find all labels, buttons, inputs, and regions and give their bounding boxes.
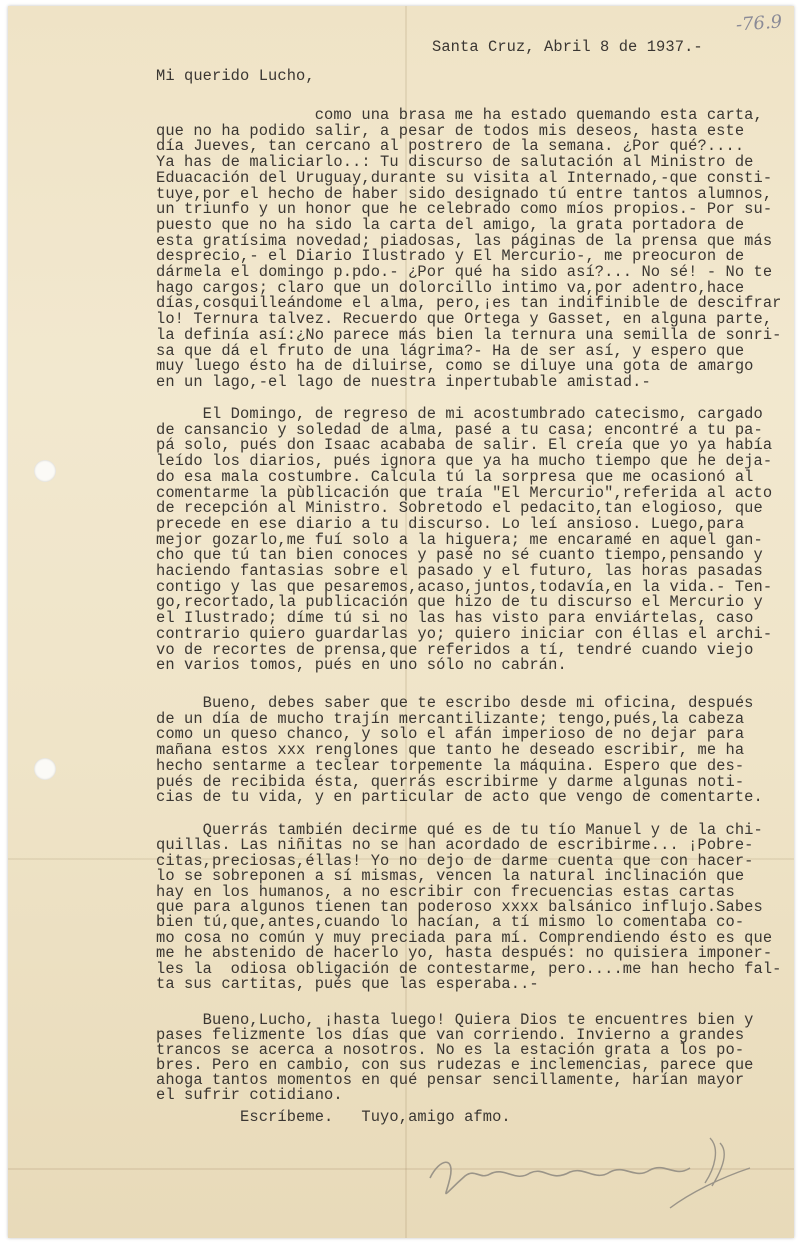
- text-line: cho que tú tan bien conoces y pasé no sé cuanto tiempo,pensando y: [156, 546, 763, 565]
- punch-hole: [34, 758, 56, 780]
- text-line: bien tú,que,antes,cuando lo hacían, a tí mismo lo comentaba co-: [156, 913, 745, 932]
- paragraph-5: [156, 1013, 754, 1103]
- date-line: [156, 40, 703, 56]
- text-line: en varios tomos, pués en uno sólo no cabrán.: [156, 656, 567, 675]
- text-line: ta sus cartitas, pués que las esperaba..-: [156, 975, 539, 994]
- text-line: pá solo, pués don Isaac acababa de salir. El creía que yo ya había: [156, 436, 773, 455]
- text-line: de cansancio y soledad de alma, pasé a tu casa; encontré a tu pa-: [156, 420, 763, 439]
- text-line: do esa mala costumbre. Calcula tú la sorpresa que me ocasionó al: [156, 467, 754, 486]
- text-line: la definía así:¿No parece más bien la ternura una semilla de sonri-: [156, 325, 782, 344]
- text-line: ahoga tantos momentos en qué pensar sencillamente, harían mayor: [156, 1071, 745, 1089]
- date-text: Santa Cruz, Abril 8 de 1937.-: [432, 38, 703, 56]
- paragraph-2: [156, 407, 772, 674]
- text-line: hago cargos; claro que un dolorcillo intimo va,por adentro,hace: [156, 278, 745, 297]
- signature-image: [420, 1128, 760, 1218]
- text-line: días,cosquilleándome el alma, pero,¡es tan indifinible de descifrar: [156, 294, 782, 313]
- text-line: sa que dá el fruto de una lágrima?- Ha de ser así, y espero que: [156, 341, 745, 360]
- reference-mark: -76.9: [735, 11, 783, 36]
- paragraph-1: [156, 108, 782, 391]
- text-line: trancos se acerca a nosotros. No es la estación grata a los po-: [156, 1041, 745, 1059]
- text-line: pases felizmente los días que van corriendo. Invierno a grandes: [156, 1026, 745, 1044]
- text-line: esta gratísima novedad; piadosas, las páginas de la prensa que más: [156, 231, 773, 250]
- text-line: mejor gozarlo,me fuí solo a la higuera; me encaramé en aquel gan-: [156, 530, 763, 549]
- text-line: Ya has de maliciarlo..: Tu discurso de salutación al Ministro de: [156, 153, 754, 172]
- text-line: como una brasa me ha estado quemando esta carta,: [156, 106, 763, 124]
- text-line: leído los diarios, pués ignora que ya ha mucho tiempo que he deja-: [156, 452, 773, 471]
- text-line: hay en los humanos, a no escribir con frecuencias estas cartas: [156, 882, 735, 901]
- text-line: puesto que no ha sido la carta del amigo, la grata portadora de: [156, 215, 745, 234]
- paragraph-4: [156, 823, 782, 992]
- text-line: citas,preciosas,éllas! Yo no dejo de darme cuenta que con hacer-: [156, 851, 754, 870]
- text-line: les la odiosa obligación de contestarme, pero....me han hecho fal-: [156, 959, 782, 978]
- text-line: haciendo fantasias sobre el pasado y el futuro, las horas pasadas: [156, 562, 763, 581]
- text-line: quillas. Las niñitas no se han acordado de escribirme... ¡Pobre-: [156, 836, 754, 855]
- text-line: vo de recortes de prensa,que referidos a tí, tendré cuando viejo: [156, 640, 754, 659]
- text-line: el Ilustrado; díme tú si no las has visto para enviártelas, caso: [156, 609, 754, 628]
- text-line: precede en ese diario a tu discurso. Lo leí ansioso. Luego,para: [156, 514, 745, 533]
- text-line: mo cosa no común y muy preciada para mí. Comprendiendo ésto es que: [156, 928, 773, 947]
- text-line: comentarme la pùblicación que traía "El Mercurio",referida al acto: [156, 483, 773, 502]
- text-line: lo! Ternura talvez. Recuerdo que Ortega y Gasset, en alguna parte,: [156, 310, 773, 329]
- salutation: [156, 69, 315, 85]
- text-line: en un lago,-el lago de nuestra inpertubable amistad.-: [156, 372, 651, 391]
- text-line: dármela el domingo p.pdo.- ¿Por qué ha sido así?... No sé! - No te: [156, 263, 773, 282]
- text-line: cias de tu vida, y en particular de acto que vengo de comentarte.: [156, 788, 763, 807]
- text-line: como un queso chanco, y solo el afán imperioso de no dejar para: [156, 725, 745, 744]
- text-line: El Domingo, de regreso de mi acostumbrado catecismo, cargado: [156, 405, 763, 423]
- text-line: de recepción al Ministro. Sobretodo el pedacito,tan elogioso, que: [156, 499, 763, 518]
- text-line: que no ha podido salir, a pesar de todos mis deseos, hasta este: [156, 121, 745, 140]
- closing-text: Escríbeme. Tuyo,amigo afmo.: [156, 1108, 511, 1126]
- text-line: día Jueves, tan cercano al postrero de la semana. ¿Por qué?....: [156, 137, 745, 156]
- text-line: me he abstenido de hacerlo yo, hasta después: no quisiera imponer-: [156, 944, 773, 963]
- closing: [156, 1110, 511, 1126]
- text-line: bres. Pero en cambio, con sus rudezas e inclemencias, parece que: [156, 1056, 754, 1074]
- text-line: un triunfo y un honor que he celebrado como míos propios.- Por su-: [156, 200, 773, 219]
- text-line: el sufrir cotidiano.: [156, 1086, 343, 1104]
- text-line: Querrás también decirme qué es de tu tío Manuel y de la chi-: [156, 821, 763, 839]
- text-line: mañana estos xxx renglones que tanto he deseado escribir, me ha: [156, 741, 745, 760]
- text-line: Bueno,Lucho, ¡hasta luego! Quiera Dios te encuentres bien y: [156, 1011, 754, 1029]
- text-line: Bueno, debes saber que te escribo desde mi oficina, después: [156, 694, 754, 712]
- salutation-text: Mi querido Lucho,: [156, 67, 315, 85]
- text-line: lo se sobreponen a sí mismas, vencen la natural inclinación que: [156, 867, 745, 886]
- text-line: tuye,por el hecho de haber sido designado tú entre tantos alumnos,: [156, 184, 773, 203]
- punch-hole: [34, 460, 56, 482]
- text-line: desprecio,- el Diario Ilustrado y El Mercurio-, me preocuron de: [156, 247, 745, 266]
- text-line: hecho sentarme a teclear torpemente la máquina. Espero que des-: [156, 756, 745, 775]
- text-line: contrario quiero guardarlas yo; quiero iniciar con éllas el archi-: [156, 624, 773, 643]
- text-line: Eduacación del Uruguay,durante su visita al Internado,-que consti-: [156, 168, 773, 187]
- text-line: de un día de mucho trajín mercantilizante; tengo,pués,la cabeza: [156, 709, 745, 728]
- text-line: que para algunos tienen tan poderoso xxxx balsánico influjo.Sabes: [156, 898, 763, 917]
- text-line: muy luego ésto ha de diluirse, como se diluye una gota de amargo: [156, 357, 754, 376]
- text-line: pués de recibida ésta, querrás escribirme y darme algunas noti-: [156, 772, 745, 791]
- text-line: contigo y las que pesaremos,acaso,juntos,todavía,en la vida.- Ten-: [156, 577, 773, 596]
- paragraph-3: [156, 696, 763, 806]
- text-line: go,recortado,la publicación que hizo de tu discurso el Mercurio y: [156, 593, 763, 612]
